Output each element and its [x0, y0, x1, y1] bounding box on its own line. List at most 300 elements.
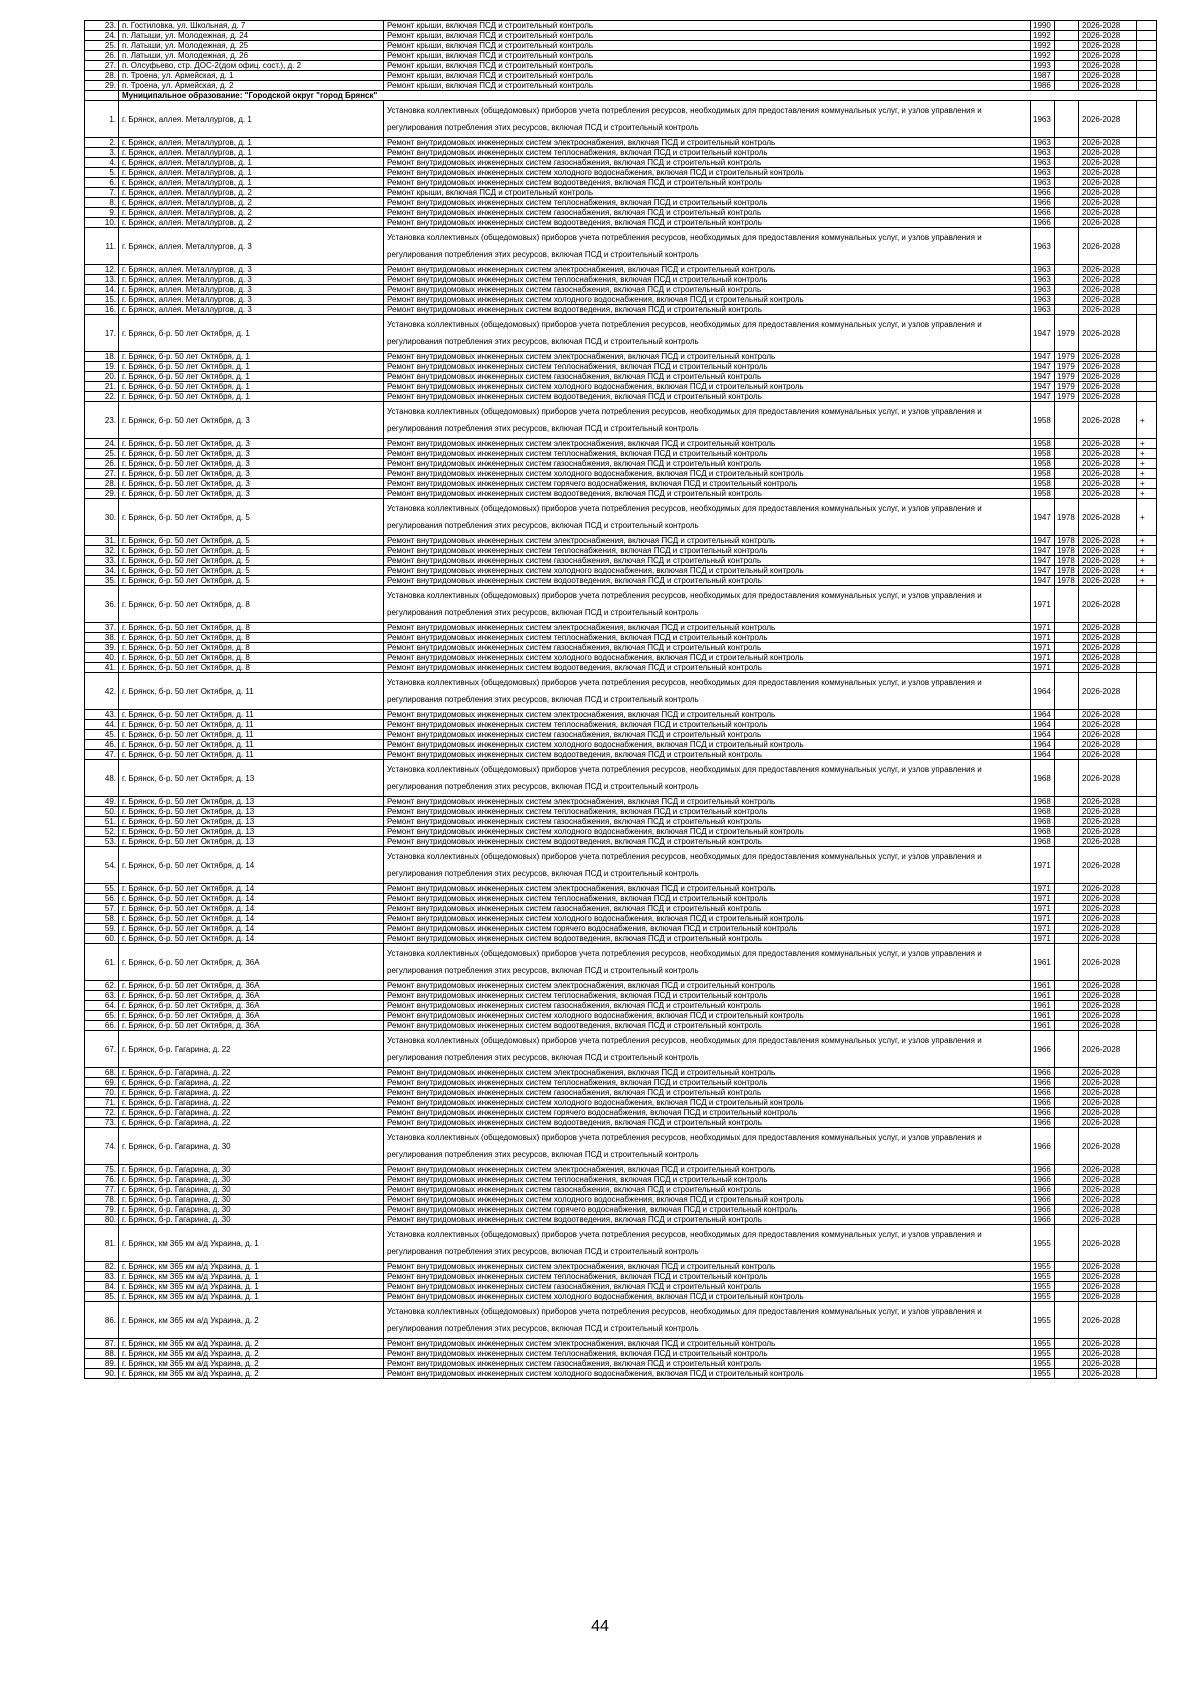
renovation-year-cell [1055, 1098, 1079, 1108]
period-cell: 2026-2028 [1079, 1011, 1137, 1021]
period-cell: 2026-2028 [1079, 392, 1137, 402]
mark-cell [1137, 305, 1157, 315]
row-number: 28. [85, 71, 119, 81]
build-year-cell: 1964 [1031, 710, 1055, 720]
address-cell: г. Брянск, б-р. 50 лет Октября, д. 3 [119, 449, 384, 459]
mark-cell [1137, 1021, 1157, 1031]
table-row [85, 479, 1157, 489]
table-row [85, 1031, 1157, 1068]
renovation-year-cell [1055, 489, 1079, 499]
row-number: 1. [85, 101, 119, 138]
period-cell: 2026-2028 [1079, 295, 1137, 305]
table-row [85, 934, 1157, 944]
mark-cell [1137, 827, 1157, 837]
table-row [85, 1165, 1157, 1175]
work-type-cell: Ремонт внутридомовых инженерных систем холодного водоснабжения, включая ПСД и строительный контроль [384, 1195, 1031, 1205]
row-number: 32. [85, 546, 119, 556]
table-row [85, 1349, 1157, 1359]
work-type-cell: Установка коллективных (общедомовых) приборов учета потребления ресурсов, необходимых для предоставления коммунальных услуг, и узлов управления и регулирования потребления этих ресурсов, включая ПСД и строительный контроль [384, 499, 1031, 536]
work-type-cell: Ремонт внутридомовых инженерных систем холодного водоснабжения, включая ПСД и строительный контроль [384, 914, 1031, 924]
row-number: 69. [85, 1078, 119, 1088]
period-cell: 2026-2028 [1079, 459, 1137, 469]
build-year-cell: 1964 [1031, 750, 1055, 760]
mark-cell [1137, 710, 1157, 720]
work-type-cell: Ремонт внутридомовых инженерных систем электроснабжения, включая ПСД и строительный контроль [384, 1068, 1031, 1078]
table-row [85, 1078, 1157, 1088]
renovation-year-cell: 1979 [1055, 372, 1079, 382]
address-cell: г. Брянск, б-р. 50 лет Октября, д. 11 [119, 710, 384, 720]
row-number: 25. [85, 41, 119, 51]
row-number: 26. [85, 459, 119, 469]
row-number: 34. [85, 566, 119, 576]
table-row [85, 439, 1157, 449]
period-cell: 2026-2028 [1079, 499, 1137, 536]
period-cell: 2026-2028 [1079, 1369, 1137, 1379]
period-cell: 2026-2028 [1079, 275, 1137, 285]
period-cell: 2026-2028 [1079, 168, 1137, 178]
renovation-year-cell [1055, 1108, 1079, 1118]
address-cell: г. Брянск, аллея. Металлургов, д. 3 [119, 305, 384, 315]
period-cell: 2026-2028 [1079, 449, 1137, 459]
row-number: 59. [85, 924, 119, 934]
build-year-cell: 1947 [1031, 372, 1055, 382]
build-year-cell: 1961 [1031, 944, 1055, 981]
period-cell: 2026-2028 [1079, 1088, 1137, 1098]
work-type-cell: Ремонт внутридомовых инженерных систем газоснабжения, включая ПСД и строительный контроль [384, 459, 1031, 469]
build-year-cell: 1947 [1031, 576, 1055, 586]
address-cell: г. Брянск, б-р. 50 лет Октября, д. 36А [119, 1021, 384, 1031]
work-type-cell: Ремонт внутридомовых инженерных систем холодного водоснабжения, включая ПСД и строительный контроль [384, 827, 1031, 837]
row-number: 49. [85, 797, 119, 807]
period-cell: 2026-2028 [1079, 643, 1137, 653]
row-number: 20. [85, 372, 119, 382]
address-cell: п. Троена, ул. Армейская, д. 1 [119, 71, 384, 81]
address-cell: г. Брянск, б-р. 50 лет Октября, д. 13 [119, 827, 384, 837]
renovation-year-cell [1055, 1001, 1079, 1011]
work-type-cell: Ремонт внутридомовых инженерных систем водоотведения, включая ПСД и строительный контроль [384, 934, 1031, 944]
work-type-cell: Ремонт крыши, включая ПСД и строительный контроль [384, 81, 1031, 91]
work-type-cell: Ремонт внутридомовых инженерных систем газоснабжения, включая ПСД и строительный контроль [384, 643, 1031, 653]
table-row [85, 1175, 1157, 1185]
mark-cell [1137, 643, 1157, 653]
document-sheet [84, 20, 1156, 1379]
build-year-cell: 1987 [1031, 71, 1055, 81]
build-year-cell: 1963 [1031, 168, 1055, 178]
address-cell: г. Брянск, б-р. 50 лет Октября, д. 5 [119, 556, 384, 566]
build-year-cell: 1971 [1031, 894, 1055, 904]
address-cell: п. Латыши, ул. Молодежная, д. 26 [119, 51, 384, 61]
table-row [85, 1359, 1157, 1369]
renovation-year-cell [1055, 904, 1079, 914]
mark-cell [1137, 760, 1157, 797]
renovation-year-cell [1055, 623, 1079, 633]
renovation-year-cell [1055, 663, 1079, 673]
build-year-cell: 1955 [1031, 1339, 1055, 1349]
period-cell: 2026-2028 [1079, 586, 1137, 623]
period-cell: 2026-2028 [1079, 827, 1137, 837]
row-number: 66. [85, 1021, 119, 1031]
work-type-cell: Ремонт внутридомовых инженерных систем теплоснабжения, включая ПСД и строительный контроль [384, 894, 1031, 904]
row-number: 90. [85, 1369, 119, 1379]
address-cell: г. Брянск, б-р. 50 лет Октября, д. 3 [119, 402, 384, 439]
period-cell: 2026-2028 [1079, 81, 1137, 91]
work-type-cell: Ремонт внутридомовых инженерных систем теплоснабжения, включая ПСД и строительный контроль [384, 362, 1031, 372]
row-number: 31. [85, 536, 119, 546]
row-number: 63. [85, 991, 119, 1001]
table-row [85, 31, 1157, 41]
row-number: 25. [85, 449, 119, 459]
work-type-cell: Ремонт внутридомовых инженерных систем холодного водоснабжения, включая ПСД и строительный контроль [384, 295, 1031, 305]
work-type-cell: Ремонт внутридомовых инженерных систем водоотведения, включая ПСД и строительный контроль [384, 1215, 1031, 1225]
table-row [85, 218, 1157, 228]
row-number: 35. [85, 576, 119, 586]
period-cell: 2026-2028 [1079, 1205, 1137, 1215]
mark-cell [1137, 1369, 1157, 1379]
mark-cell: + [1137, 479, 1157, 489]
address-cell: г. Брянск, б-р. 50 лет Октября, д. 1 [119, 392, 384, 402]
period-cell: 2026-2028 [1079, 228, 1137, 265]
row-number: 30. [85, 499, 119, 536]
address-cell: г. Брянск, км 365 км а/д Украина, д. 2 [119, 1359, 384, 1369]
period-cell: 2026-2028 [1079, 663, 1137, 673]
mark-cell [1137, 1215, 1157, 1225]
work-type-cell: Ремонт внутридомовых инженерных систем теплоснабжения, включая ПСД и строительный контроль [384, 148, 1031, 158]
row-number: 41. [85, 663, 119, 673]
build-year-cell: 1964 [1031, 740, 1055, 750]
build-year-cell: 1966 [1031, 1195, 1055, 1205]
address-cell: г. Брянск, б-р. 50 лет Октября, д. 14 [119, 884, 384, 894]
renovation-year-cell [1055, 459, 1079, 469]
table-row [85, 1021, 1157, 1031]
mark-cell [1137, 1088, 1157, 1098]
row-number: 10. [85, 218, 119, 228]
period-cell: 2026-2028 [1079, 469, 1137, 479]
address-cell: г. Брянск, аллея. Металлургов, д. 1 [119, 158, 384, 168]
renovation-year-cell [1055, 807, 1079, 817]
address-cell: г. Брянск, б-р. 50 лет Октября, д. 3 [119, 459, 384, 469]
renovation-year-cell [1055, 479, 1079, 489]
renovation-year-cell [1055, 894, 1079, 904]
renovation-year-cell: 1978 [1055, 566, 1079, 576]
row-number: 73. [85, 1118, 119, 1128]
address-cell: п. Троена, ул. Армейская, д. 2 [119, 81, 384, 91]
build-year-cell: 1955 [1031, 1369, 1055, 1379]
mark-cell: + [1137, 489, 1157, 499]
period-cell: 2026-2028 [1079, 305, 1137, 315]
table-row [85, 1011, 1157, 1021]
address-cell: г. Брянск, аллея. Металлургов, д. 2 [119, 208, 384, 218]
build-year-cell: 1966 [1031, 198, 1055, 208]
work-type-cell: Ремонт внутридомовых инженерных систем газоснабжения, включая ПСД и строительный контроль [384, 1282, 1031, 1292]
table-row [85, 295, 1157, 305]
work-type-cell: Ремонт крыши, включая ПСД и строительный контроль [384, 188, 1031, 198]
mark-cell [1137, 1098, 1157, 1108]
table-row [85, 556, 1157, 566]
table-row [85, 392, 1157, 402]
build-year-cell: 1958 [1031, 479, 1055, 489]
mark-cell: + [1137, 469, 1157, 479]
mark-cell [1137, 981, 1157, 991]
build-year-cell: 1955 [1031, 1292, 1055, 1302]
period-cell: 2026-2028 [1079, 944, 1137, 981]
build-year-cell: 1993 [1031, 61, 1055, 71]
address-cell: г. Брянск, б-р. 50 лет Октября, д. 5 [119, 499, 384, 536]
mark-cell [1137, 101, 1157, 138]
work-type-cell: Установка коллективных (общедомовых) приборов учета потребления ресурсов, необходимых для предоставления коммунальных услуг, и узлов управления и регулирования потребления этих ресурсов, включая ПСД и строительный контроль [384, 402, 1031, 439]
renovation-year-cell [1055, 1068, 1079, 1078]
build-year-cell: 1955 [1031, 1282, 1055, 1292]
build-year-cell: 1966 [1031, 1128, 1055, 1165]
renovation-year-cell: 1979 [1055, 362, 1079, 372]
build-year-cell: 1964 [1031, 673, 1055, 710]
table-row [85, 1001, 1157, 1011]
period-cell: 2026-2028 [1079, 740, 1137, 750]
mark-cell [1137, 198, 1157, 208]
table-row [85, 837, 1157, 847]
period-cell: 2026-2028 [1079, 576, 1137, 586]
period-cell: 2026-2028 [1079, 372, 1137, 382]
row-number: 84. [85, 1282, 119, 1292]
mark-cell: + [1137, 536, 1157, 546]
work-type-cell: Ремонт внутридомовых инженерных систем горячего водоснабжения, включая ПСД и строительный контроль [384, 1205, 1031, 1215]
mark-cell [1137, 1165, 1157, 1175]
mark-cell [1137, 730, 1157, 740]
address-cell: г. Брянск, км 365 км а/д Украина, д. 2 [119, 1369, 384, 1379]
mark-cell: + [1137, 402, 1157, 439]
build-year-cell: 1963 [1031, 265, 1055, 275]
row-number: 23. [85, 21, 119, 31]
period-cell: 2026-2028 [1079, 546, 1137, 556]
work-type-cell: Ремонт крыши, включая ПСД и строительный контроль [384, 21, 1031, 31]
row-number: 74. [85, 1128, 119, 1165]
build-year-cell: 1947 [1031, 382, 1055, 392]
work-type-cell: Ремонт внутридомовых инженерных систем теплоснабжения, включая ПСД и строительный контроль [384, 633, 1031, 643]
renovation-year-cell [1055, 1292, 1079, 1302]
mark-cell [1137, 158, 1157, 168]
table-row [85, 924, 1157, 934]
row-number: 82. [85, 1262, 119, 1272]
mark-cell [1137, 1282, 1157, 1292]
address-cell: г. Брянск, б-р. 50 лет Октября, д. 1 [119, 362, 384, 372]
build-year-cell: 1958 [1031, 469, 1055, 479]
build-year-cell: 1968 [1031, 797, 1055, 807]
table-row [85, 1088, 1157, 1098]
period-cell: 2026-2028 [1079, 934, 1137, 944]
renovation-year-cell [1055, 633, 1079, 643]
period-cell: 2026-2028 [1079, 71, 1137, 81]
period-cell: 2026-2028 [1079, 1262, 1137, 1272]
table-row [85, 168, 1157, 178]
work-type-cell: Ремонт внутридомовых инженерных систем теплоснабжения, включая ПСД и строительный контроль [384, 275, 1031, 285]
address-cell: п. Латыши, ул. Молодежная, д. 25 [119, 41, 384, 51]
mark-cell [1137, 623, 1157, 633]
mark-cell [1137, 71, 1157, 81]
renovation-year-cell [1055, 402, 1079, 439]
row-number: 33. [85, 556, 119, 566]
row-number: 36. [85, 586, 119, 623]
row-number: 77. [85, 1185, 119, 1195]
address-cell: г. Брянск, б-р. 50 лет Октября, д. 5 [119, 546, 384, 556]
work-type-cell: Ремонт внутридомовых инженерных систем водоотведения, включая ПСД и строительный контроль [384, 1118, 1031, 1128]
table-row [85, 1195, 1157, 1205]
build-year-cell: 1971 [1031, 653, 1055, 663]
period-cell: 2026-2028 [1079, 285, 1137, 295]
work-type-cell: Ремонт внутридомовых инженерных систем водоотведения, включая ПСД и строительный контроль [384, 178, 1031, 188]
period-cell: 2026-2028 [1079, 1215, 1137, 1225]
work-type-cell: Ремонт внутридомовых инженерных систем холодного водоснабжения, включая ПСД и строительный контроль [384, 1369, 1031, 1379]
build-year-cell: 1961 [1031, 981, 1055, 991]
period-cell: 2026-2028 [1079, 673, 1137, 710]
build-year-cell: 1966 [1031, 1215, 1055, 1225]
renovation-year-cell: 1979 [1055, 382, 1079, 392]
build-year-cell: 1961 [1031, 1011, 1055, 1021]
row-number: 78. [85, 1195, 119, 1205]
table-row [85, 1272, 1157, 1282]
work-type-cell: Ремонт внутридомовых инженерных систем электроснабжения, включая ПСД и строительный контроль [384, 1262, 1031, 1272]
build-year-cell: 1958 [1031, 459, 1055, 469]
period-cell: 2026-2028 [1079, 1349, 1137, 1359]
address-cell: г. Брянск, км 365 км а/д Украина, д. 1 [119, 1225, 384, 1262]
address-cell: г. Брянск, б-р. Гагарина, д. 22 [119, 1068, 384, 1078]
work-type-cell: Ремонт внутридомовых инженерных систем электроснабжения, включая ПСД и строительный контроль [384, 1339, 1031, 1349]
build-year-cell: 1964 [1031, 730, 1055, 740]
work-type-cell: Ремонт внутридомовых инженерных систем теплоснабжения, включая ПСД и строительный контроль [384, 546, 1031, 556]
row-number: 19. [85, 362, 119, 372]
address-cell: г. Брянск, б-р. 50 лет Октября, д. 1 [119, 382, 384, 392]
row-number: 15. [85, 295, 119, 305]
build-year-cell: 1955 [1031, 1272, 1055, 1282]
mark-cell [1137, 653, 1157, 663]
build-year-cell: 1958 [1031, 402, 1055, 439]
build-year-cell: 1986 [1031, 81, 1055, 91]
row-number: 85. [85, 1292, 119, 1302]
address-cell: г. Брянск, аллея. Металлургов, д. 3 [119, 295, 384, 305]
renovation-year-cell [1055, 653, 1079, 663]
mark-cell [1137, 61, 1157, 71]
build-year-cell: 1947 [1031, 536, 1055, 546]
build-year-cell: 1963 [1031, 228, 1055, 265]
renovation-year-cell: 1979 [1055, 352, 1079, 362]
period-cell: 2026-2028 [1079, 1302, 1137, 1339]
row-number: 87. [85, 1339, 119, 1349]
renovation-year-cell [1055, 991, 1079, 1001]
renovation-year-cell [1055, 837, 1079, 847]
build-year-cell: 1947 [1031, 315, 1055, 352]
period-cell: 2026-2028 [1079, 904, 1137, 914]
build-year-cell: 1971 [1031, 914, 1055, 924]
renovation-year-cell [1055, 1359, 1079, 1369]
row-number: 4. [85, 158, 119, 168]
row-number: 6. [85, 178, 119, 188]
period-cell: 2026-2028 [1079, 148, 1137, 158]
renovation-year-cell [1055, 1282, 1079, 1292]
work-type-cell: Ремонт внутридомовых инженерных систем теплоснабжения, включая ПСД и строительный контроль [384, 991, 1031, 1001]
renovation-year-cell [1055, 1088, 1079, 1098]
row-number: 29. [85, 489, 119, 499]
row-number: 68. [85, 1068, 119, 1078]
period-cell: 2026-2028 [1079, 1282, 1137, 1292]
table-row [85, 817, 1157, 827]
period-cell: 2026-2028 [1079, 536, 1137, 546]
address-cell: г. Брянск, б-р. 50 лет Октября, д. 3 [119, 439, 384, 449]
period-cell: 2026-2028 [1079, 178, 1137, 188]
renovation-year-cell [1055, 228, 1079, 265]
period-cell: 2026-2028 [1079, 1001, 1137, 1011]
mark-cell [1137, 285, 1157, 295]
renovation-year-cell [1055, 1031, 1079, 1068]
table-row [85, 352, 1157, 362]
renovation-year-cell [1055, 1165, 1079, 1175]
renovation-year-cell [1055, 847, 1079, 884]
mark-cell [1137, 663, 1157, 673]
period-cell: 2026-2028 [1079, 760, 1137, 797]
table-row [85, 536, 1157, 546]
work-type-cell: Ремонт внутридомовых инженерных систем электроснабжения, включая ПСД и строительный контроль [384, 797, 1031, 807]
build-year-cell: 1955 [1031, 1359, 1055, 1369]
table-row [85, 546, 1157, 556]
renovation-year-cell [1055, 208, 1079, 218]
build-year-cell: 1990 [1031, 21, 1055, 31]
period-cell: 2026-2028 [1079, 884, 1137, 894]
build-year-cell: 1963 [1031, 178, 1055, 188]
build-year-cell: 1963 [1031, 138, 1055, 148]
address-cell: п. Олсуфьево, стр. ДОС-2(дом офиц. сост.), д. 2 [119, 61, 384, 71]
period-cell: 2026-2028 [1079, 633, 1137, 643]
period-cell: 2026-2028 [1079, 1021, 1137, 1031]
mark-cell [1137, 362, 1157, 372]
renovation-year-cell [1055, 1195, 1079, 1205]
work-type-cell: Ремонт внутридомовых инженерных систем горячего водоснабжения, включая ПСД и строительный контроль [384, 1108, 1031, 1118]
renovation-year-cell [1055, 710, 1079, 720]
work-type-cell: Ремонт внутридомовых инженерных систем холодного водоснабжения, включая ПСД и строительный контроль [384, 653, 1031, 663]
row-number: 14. [85, 285, 119, 295]
renovation-year-cell [1055, 944, 1079, 981]
renovation-year-cell: 1978 [1055, 536, 1079, 546]
table-row [85, 1108, 1157, 1118]
build-year-cell: 1966 [1031, 1068, 1055, 1078]
row-number: 56. [85, 894, 119, 904]
build-year-cell: 1966 [1031, 1088, 1055, 1098]
work-type-cell: Ремонт крыши, включая ПСД и строительный контроль [384, 41, 1031, 51]
build-year-cell: 1968 [1031, 837, 1055, 847]
work-type-cell: Ремонт внутридомовых инженерных систем электроснабжения, включая ПСД и строительный контроль [384, 439, 1031, 449]
work-type-cell: Ремонт внутридомовых инженерных систем электроснабжения, включая ПСД и строительный контроль [384, 1165, 1031, 1175]
table-row [85, 265, 1157, 275]
renovation-year-cell [1055, 295, 1079, 305]
work-type-cell: Установка коллективных (общедомовых) приборов учета потребления ресурсов, необходимых для предоставления коммунальных услуг, и узлов управления и регулирования потребления этих ресурсов, включая ПСД и строительный контроль [384, 586, 1031, 623]
table-row [85, 188, 1157, 198]
table-row [85, 499, 1157, 536]
work-type-cell: Ремонт внутридомовых инженерных систем электроснабжения, включая ПСД и строительный контроль [384, 981, 1031, 991]
build-year-cell: 1947 [1031, 566, 1055, 576]
build-year-cell: 1971 [1031, 643, 1055, 653]
mark-cell [1137, 1128, 1157, 1165]
mark-cell [1137, 265, 1157, 275]
work-type-cell: Установка коллективных (общедомовых) приборов учета потребления ресурсов, необходимых для предоставления коммунальных услуг, и узлов управления и регулирования потребления этих ресурсов, включая ПСД и строительный контроль [384, 760, 1031, 797]
build-year-cell: 1961 [1031, 991, 1055, 1001]
table-row [85, 760, 1157, 797]
period-cell: 2026-2028 [1079, 61, 1137, 71]
build-year-cell: 1963 [1031, 305, 1055, 315]
table-row [85, 730, 1157, 740]
work-type-cell: Ремонт внутридомовых инженерных систем электроснабжения, включая ПСД и строительный контроль [384, 710, 1031, 720]
table-row [85, 586, 1157, 623]
table-row [85, 1098, 1157, 1108]
work-type-cell: Ремонт внутридомовых инженерных систем газоснабжения, включая ПСД и строительный контроль [384, 1088, 1031, 1098]
renovation-year-cell [1055, 1339, 1079, 1349]
row-number: 17. [85, 315, 119, 352]
table-row [85, 981, 1157, 991]
